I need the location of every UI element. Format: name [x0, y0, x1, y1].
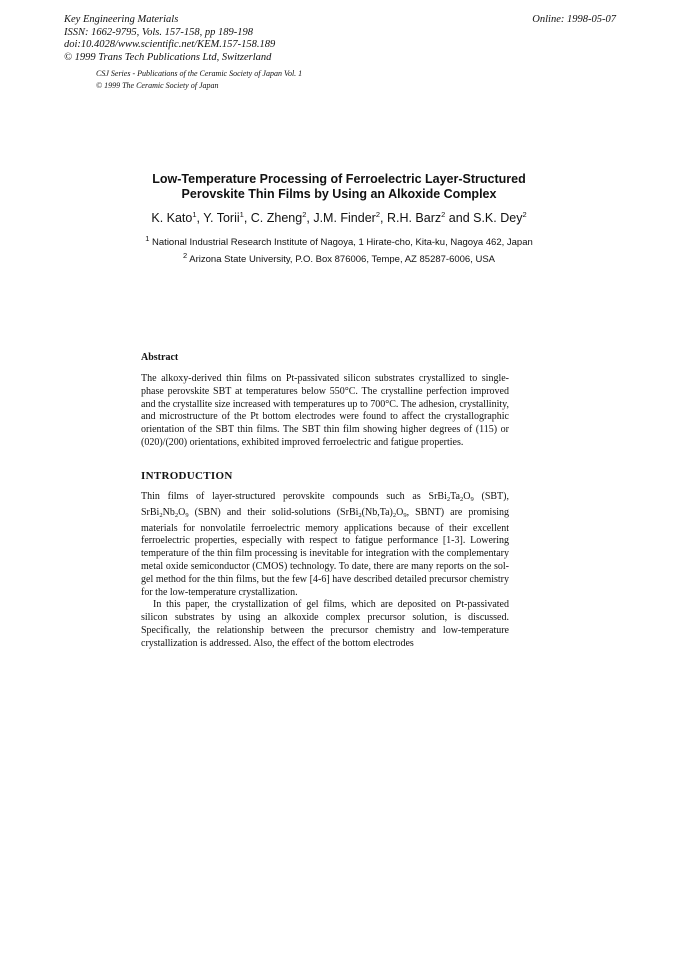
online-date: Online: 1998-05-07 [532, 14, 616, 25]
abstract-heading: Abstract [141, 352, 179, 363]
title-line: Low-Temperature Processing of Ferroelectric Layer-Structured [152, 172, 526, 186]
author: R.H. Barz$^2$ and [386, 210, 474, 226]
series-copyright: © 1999 The Ceramic Society of Japan [96, 81, 219, 90]
title-line: Perovskite Thin Films by Using an Alkoxide Complex [181, 187, 497, 201]
author: Y. Torii$^1$, [203, 210, 251, 226]
copyright-line: © 1999 Trans Tech Publications Ltd, Switzerland [64, 51, 272, 63]
paper-title [0, 172, 678, 202]
doi-line[interactable]: doi:10.4028/www.scientific.net/KEM.157-158.189 [64, 39, 276, 50]
series-line: CSJ Series - Publications of the Ceramic Society of Japan Vol. 1 [96, 69, 303, 78]
paragraph: Thin films of layer-structured perovskite compounds such as $SrBi_2Ta_2O_9$ (SBT), $SrBi_2Nb_2O_9$ (SBN) and their solid-solutions ($SrBi_2(Nb,Ta)_2O_9$, SBNT) are promising materials for nonvolatile ferroelectric memory applications because of their excellent ferroelectric properties, especially with respect to fatigue performance [1-3]. Lowering temperature of the thin film processing is inevitable for integration with the complementary metal oxide semiconductor (CMOS) technology. To date, there are many reports on the sol-gel method for the thin films, but the few [4-6] have described detailed precursor chemistry for the low-temperature crystallization. [141, 491, 509, 598]
affiliation-2: $^2$ Arizona State University, P.O. Box 876006, Tempe, AZ 85287-6006, USA [182, 251, 496, 266]
journal-header [64, 14, 275, 64]
series-note [96, 68, 302, 92]
issn-line: ISSN: 1662-9795, Vols. 157-158, pp 189-198 [64, 26, 253, 38]
author: C. Zheng$^2$, [250, 210, 314, 226]
introduction-body [141, 491, 509, 651]
author: K. Kato$^1$, [151, 210, 204, 226]
journal-name: Key Engineering Materials [64, 14, 179, 25]
author: S.K. Dey$^2$ [473, 210, 527, 226]
author: J.M. Finder$^2$, [313, 210, 387, 226]
affiliation-1: $^1$ National Industrial Research Institute of Nagoya, 1 Hirate-cho, Kita-ku, Nagoya 462, Japan [145, 234, 533, 249]
abstract-text: The alkoxy-derived thin films on Pt-passivated silicon substrates crystallized to single-phase perovskite SBT at temperatures below 550°C. The crystalline perfection improved and the crystallite size increased with temperatures up to 700°C. The adhesion, crystallinity, and microstructure of the Pt bottom electrodes were found to affect the crystallographic orientation of the SBT thin films. The SBT thin film showing higher degrees of (115) or (020)/(200) orientations, exhibited improved ferroelectric and fatigue properties. [141, 373, 509, 448]
introduction-heading: INTRODUCTION [141, 470, 233, 482]
paragraph: In this paper, the crystallization of gel films, which are deposited on Pt-passivated silicon substrates by using an alkoxide complex precursor solution, is discussed. Specifically, the relationship between the precursor chemistry and low-temperature crystallization is addressed. Also, the effect of the bottom electrodes [141, 599, 509, 649]
author-list [0, 210, 678, 225]
